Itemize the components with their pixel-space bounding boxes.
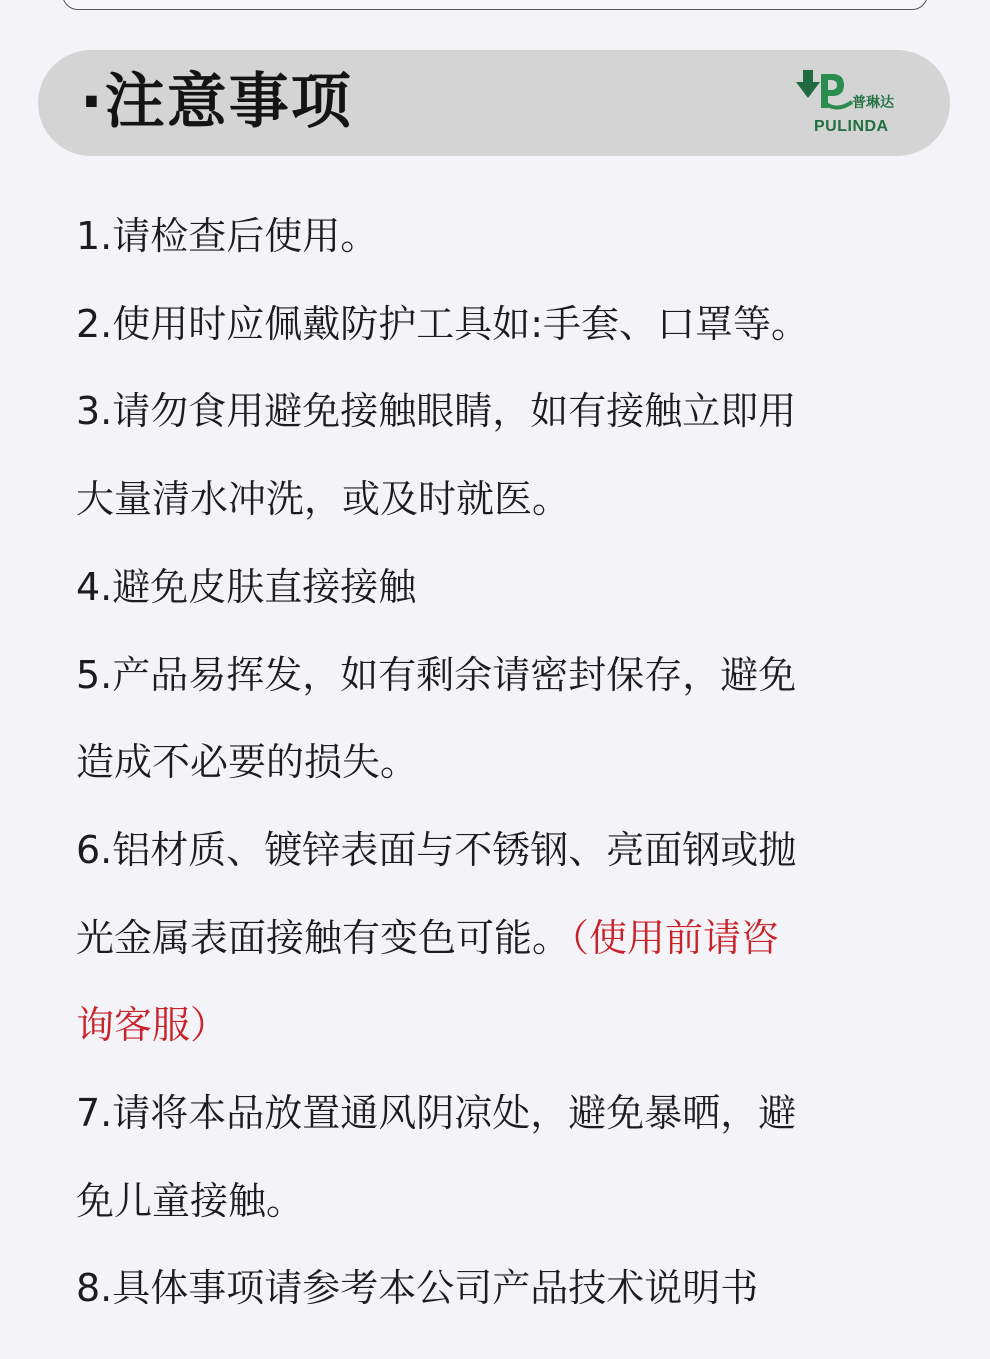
note-8-line-1: 8.具体事项请参考本公司产品技术说明书 — [76, 1266, 759, 1311]
section-title: ·注意事项 — [80, 67, 353, 137]
note-6-text: 光金属表面接触有变色可能。 — [76, 915, 571, 960]
logo-chinese-name: 普琳达 — [852, 95, 894, 111]
note-3-line-1: 3.请勿食用避免接触眼睛，如有接触立即用 — [76, 389, 797, 434]
note-6-warning: （使用前请咨 — [570, 915, 780, 960]
pulinda-logo — [792, 68, 912, 138]
note-7-line-2: 免儿童接触。 — [76, 1178, 305, 1223]
notes-list — [76, 193, 926, 1333]
note-4-line-1: 4.避免皮肤直接接触 — [76, 564, 417, 609]
note-3-line-2: 大量清水冲洗，或及时就医。 — [76, 477, 571, 522]
note-6-line-1: 6.铝材质、镀锌表面与不锈钢、亮面钢或抛 — [76, 827, 797, 872]
note-5-line-2: 造成不必要的损失。 — [76, 740, 419, 785]
note-6-warning-line-2: 询客服） — [76, 1003, 229, 1048]
logo-english-name: PULINDA — [814, 118, 889, 135]
top-frame — [62, 0, 928, 10]
note-2-line-1: 2.使用时应佩戴防护工具如:手套、口罩等。 — [76, 301, 810, 346]
note-7-line-1: 7.请将本品放置通风阴凉处，避免暴晒，避 — [76, 1091, 797, 1136]
note-6-line-2 — [76, 895, 926, 983]
note-1-line-1: 1.请检查后使用。 — [76, 214, 379, 258]
note-5-line-1: 5.产品易挥发，如有剩余请密封保存，避免 — [76, 652, 797, 697]
